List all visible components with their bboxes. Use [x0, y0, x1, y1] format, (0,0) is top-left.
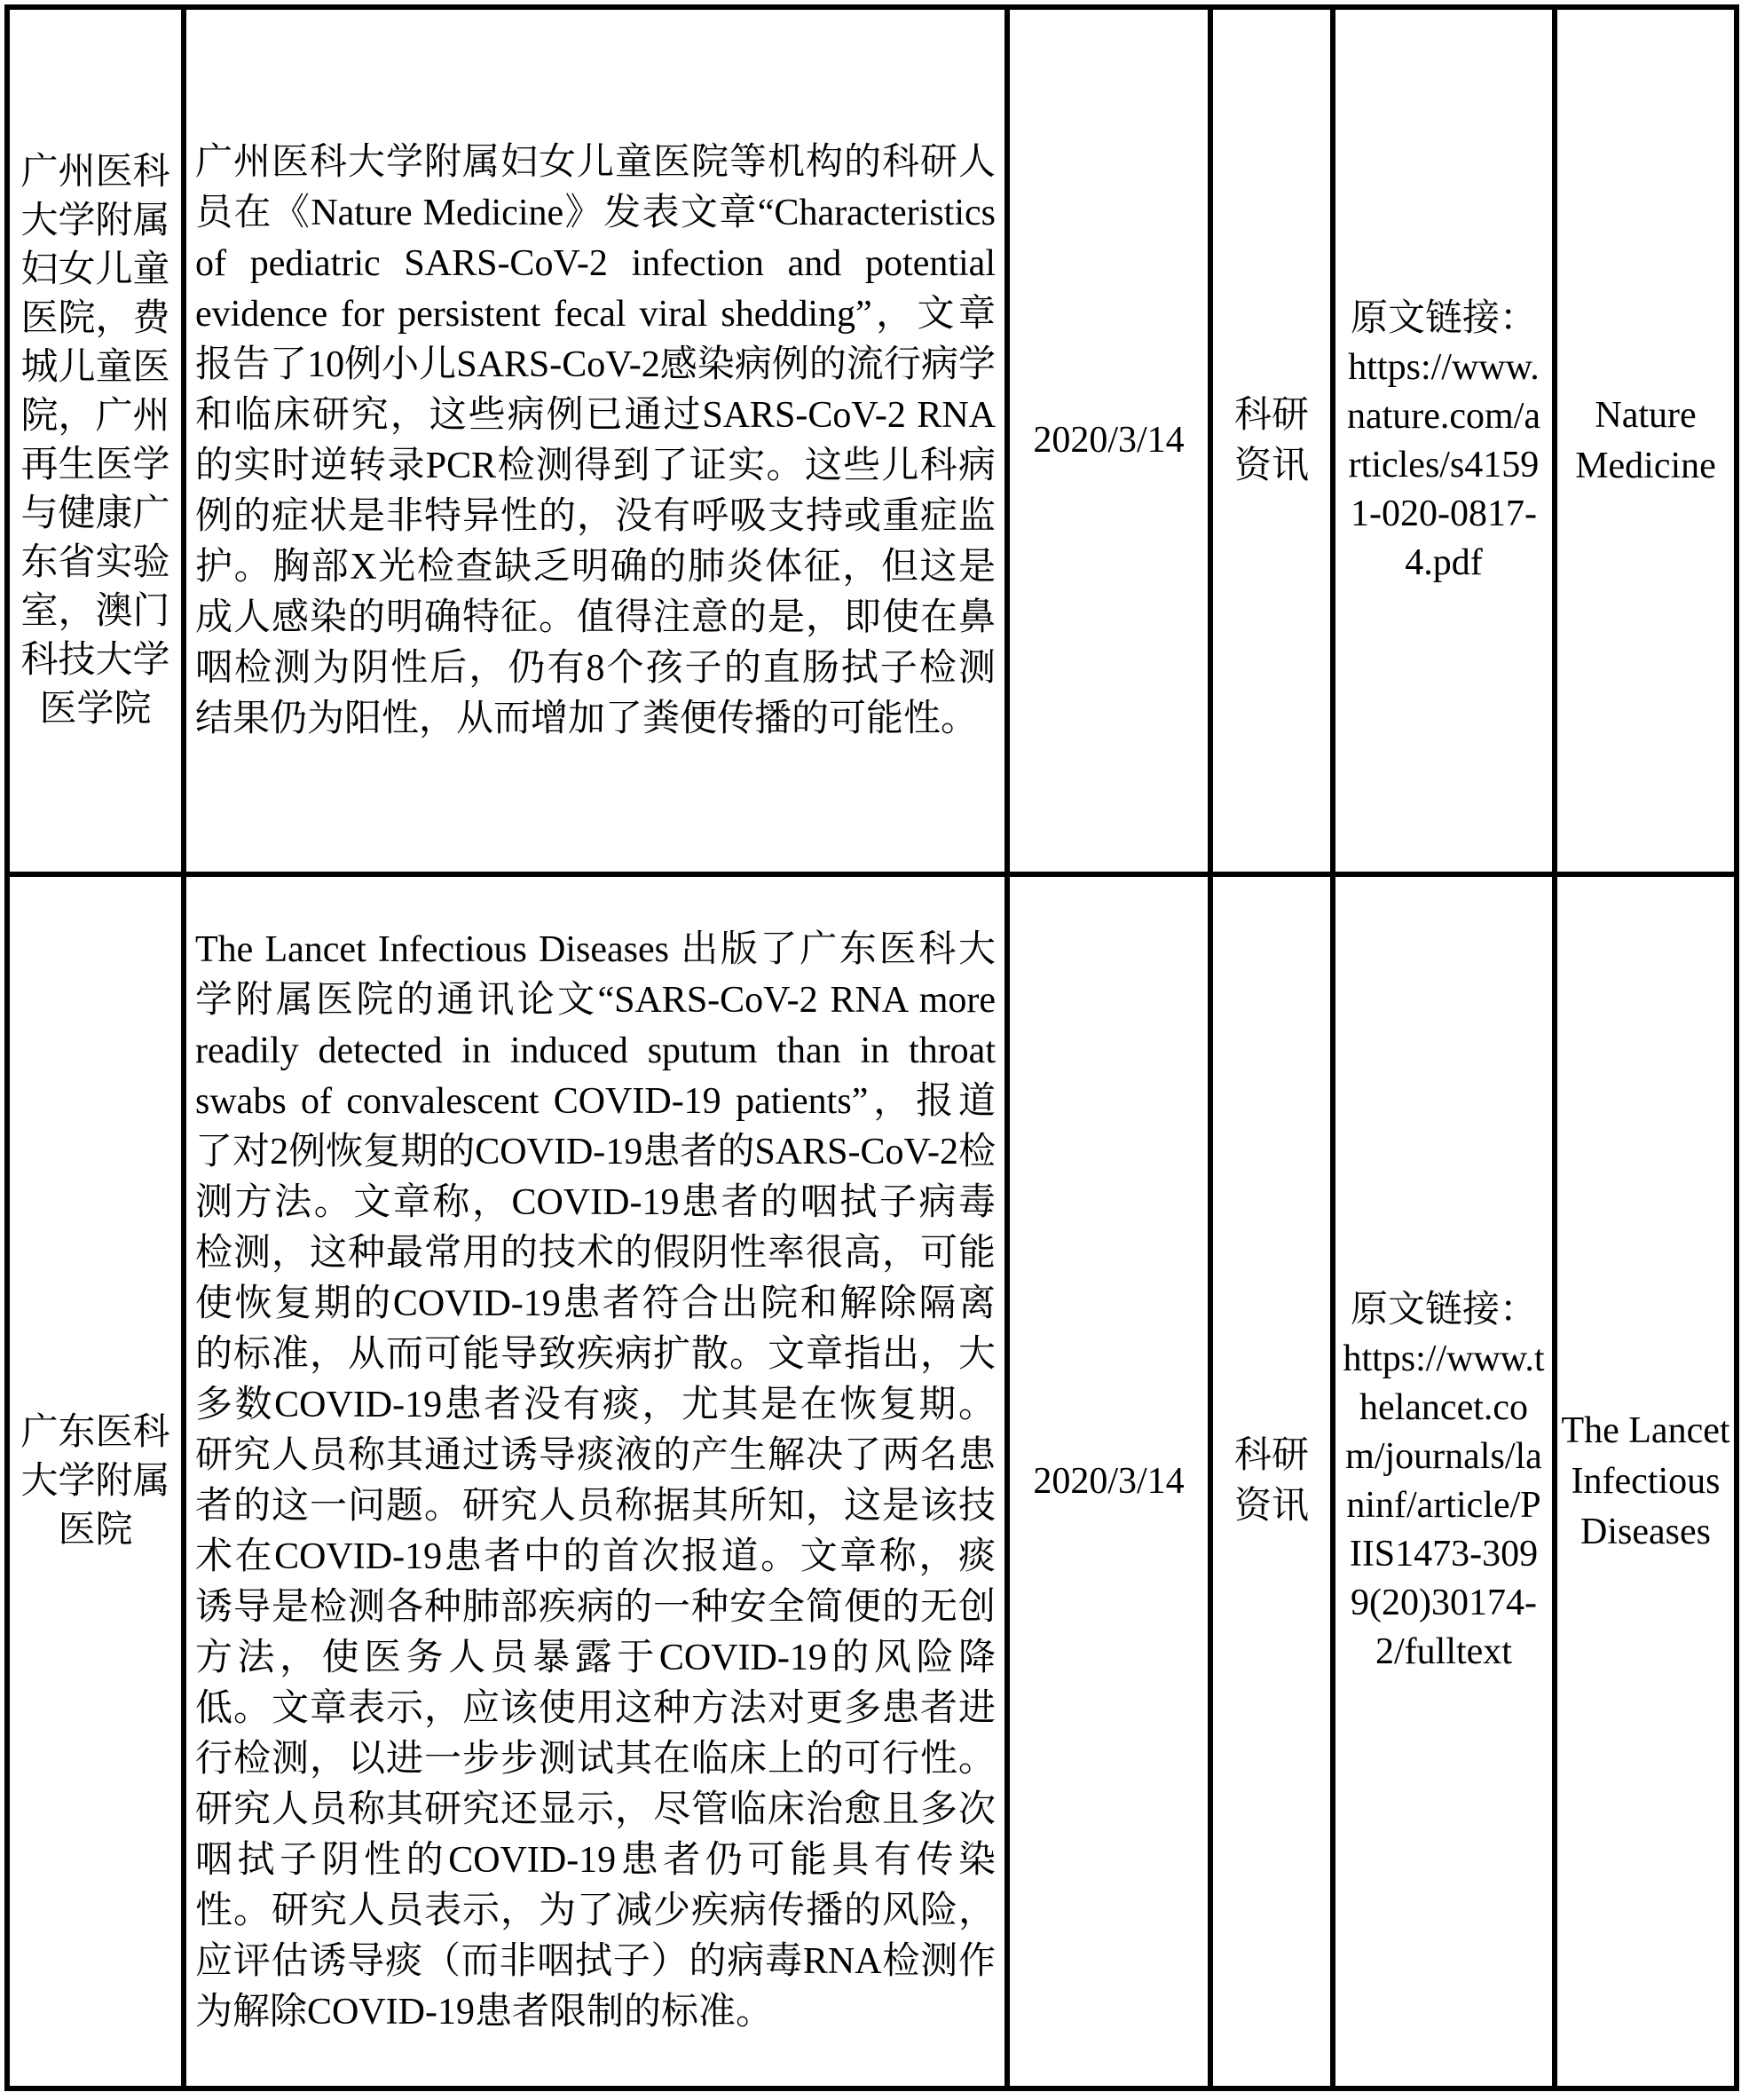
- category-cell: [1210, 874, 1333, 2088]
- research-news-table: [4, 4, 1739, 2091]
- date-cell: 2020/3/14: [1007, 7, 1210, 874]
- institution-text: 广东医科大学附属医院: [20, 1411, 170, 1551]
- link-cell: [1333, 7, 1555, 874]
- description-text: The Lancet Infectious Diseases 出版了广东医科大学附属医院的通讯论文“SARS-CoV-2 RNA more readily detected in induced sputum than in throat swabs of convalescent COVID-19 patients”，报道了对2例恢复期的COVID-19患者的SARS-CoV-2检测方法。文章称，COVID-19患者的咽拭子病毒检测，这种最常用的技术的假阴性率很高，可能使恢复期的COVID-19患者符合出院和解除隔离的标准，从而可能导致疾病扩散。文章指出，大多数COVID-19患者没有痰，尤其是在恢复期。研究人员称其通过诱导痰液的产生解决了两名患者的这一问题。研究人员称据其所知，这是该技术在COVID-19患者中的首次报道。文章称，痰诱导是检测各种肺部疾病的一种安全简便的无创方法，使医务人员暴露于COVID-19的风险降低。文章表示，应该使用这种方法对更多患者进行检测，以进一步步测试其在临床上的可行性。研究人员称其研究还显示，尽管临床治愈且多次咽拭子阴性的COVID-19患者仍可能具有传染性。研究人员表示，为了减少疾病传播的风险，应评估诱导痰（而非咽拭子）的病毒RNA检测作为解除COVID-19患者限制的标准。: [195, 929, 996, 2033]
- journal-cell: The Lancet Infectious Diseases: [1555, 874, 1737, 2088]
- institution-cell: [7, 874, 184, 2088]
- institution-text: 广州医科大学附属妇女儿童医院，费城儿童医院，广州再生医学与健康广东省实验室，澳门科技大学医学院: [20, 151, 170, 730]
- category-text: 科研资讯: [1233, 1435, 1309, 1527]
- category-text: 科研资讯: [1233, 394, 1309, 486]
- link-label: 原文链接：: [1350, 1290, 1537, 1330]
- link-cell: [1333, 874, 1555, 2088]
- institution-cell: [7, 7, 184, 874]
- description-cell: [184, 7, 1007, 874]
- category-cell: [1210, 7, 1333, 874]
- table-row: [7, 874, 1737, 2088]
- table-row: [7, 7, 1737, 874]
- source-url-link[interactable]: https://www.thelancet.com/journals/laninf/article/PIIS1473-3099(20)30174-2/fulltext: [1343, 1338, 1545, 1672]
- description-text: 广州医科大学附属妇女儿童医院等机构的科研人员在《Nature Medicine》发表文章“Characteristics of pediatric SARS-CoV-2 infection and potential evidence for persistent fecal viral shedding”，文章报告了10例小儿SARS-CoV-2感染病例的流行病学和临床研究，这些病例已通过SARS-CoV-2 RNA的实时逆转录PCR检测得到了证实。这些儿科病例的症状是非特异性的，没有呼吸支持或重症监护。胸部X光检查缺乏明确的肺炎体征，但这是成人感染的明确特征。值得注意的是，即使在鼻咽检测为阴性后，仍有8个孩子的直肠拭子检测结果仍为阳性，从而增加了粪便传播的可能性。: [195, 141, 996, 739]
- journal-cell: Nature Medicine: [1555, 7, 1737, 874]
- source-url-link[interactable]: https://www.nature.com/articles/s41591-020-0817-4.pdf: [1346, 346, 1541, 583]
- description-cell: [184, 874, 1007, 2088]
- link-label: 原文链接：: [1350, 297, 1537, 339]
- date-cell: 2020/3/14: [1007, 874, 1210, 2088]
